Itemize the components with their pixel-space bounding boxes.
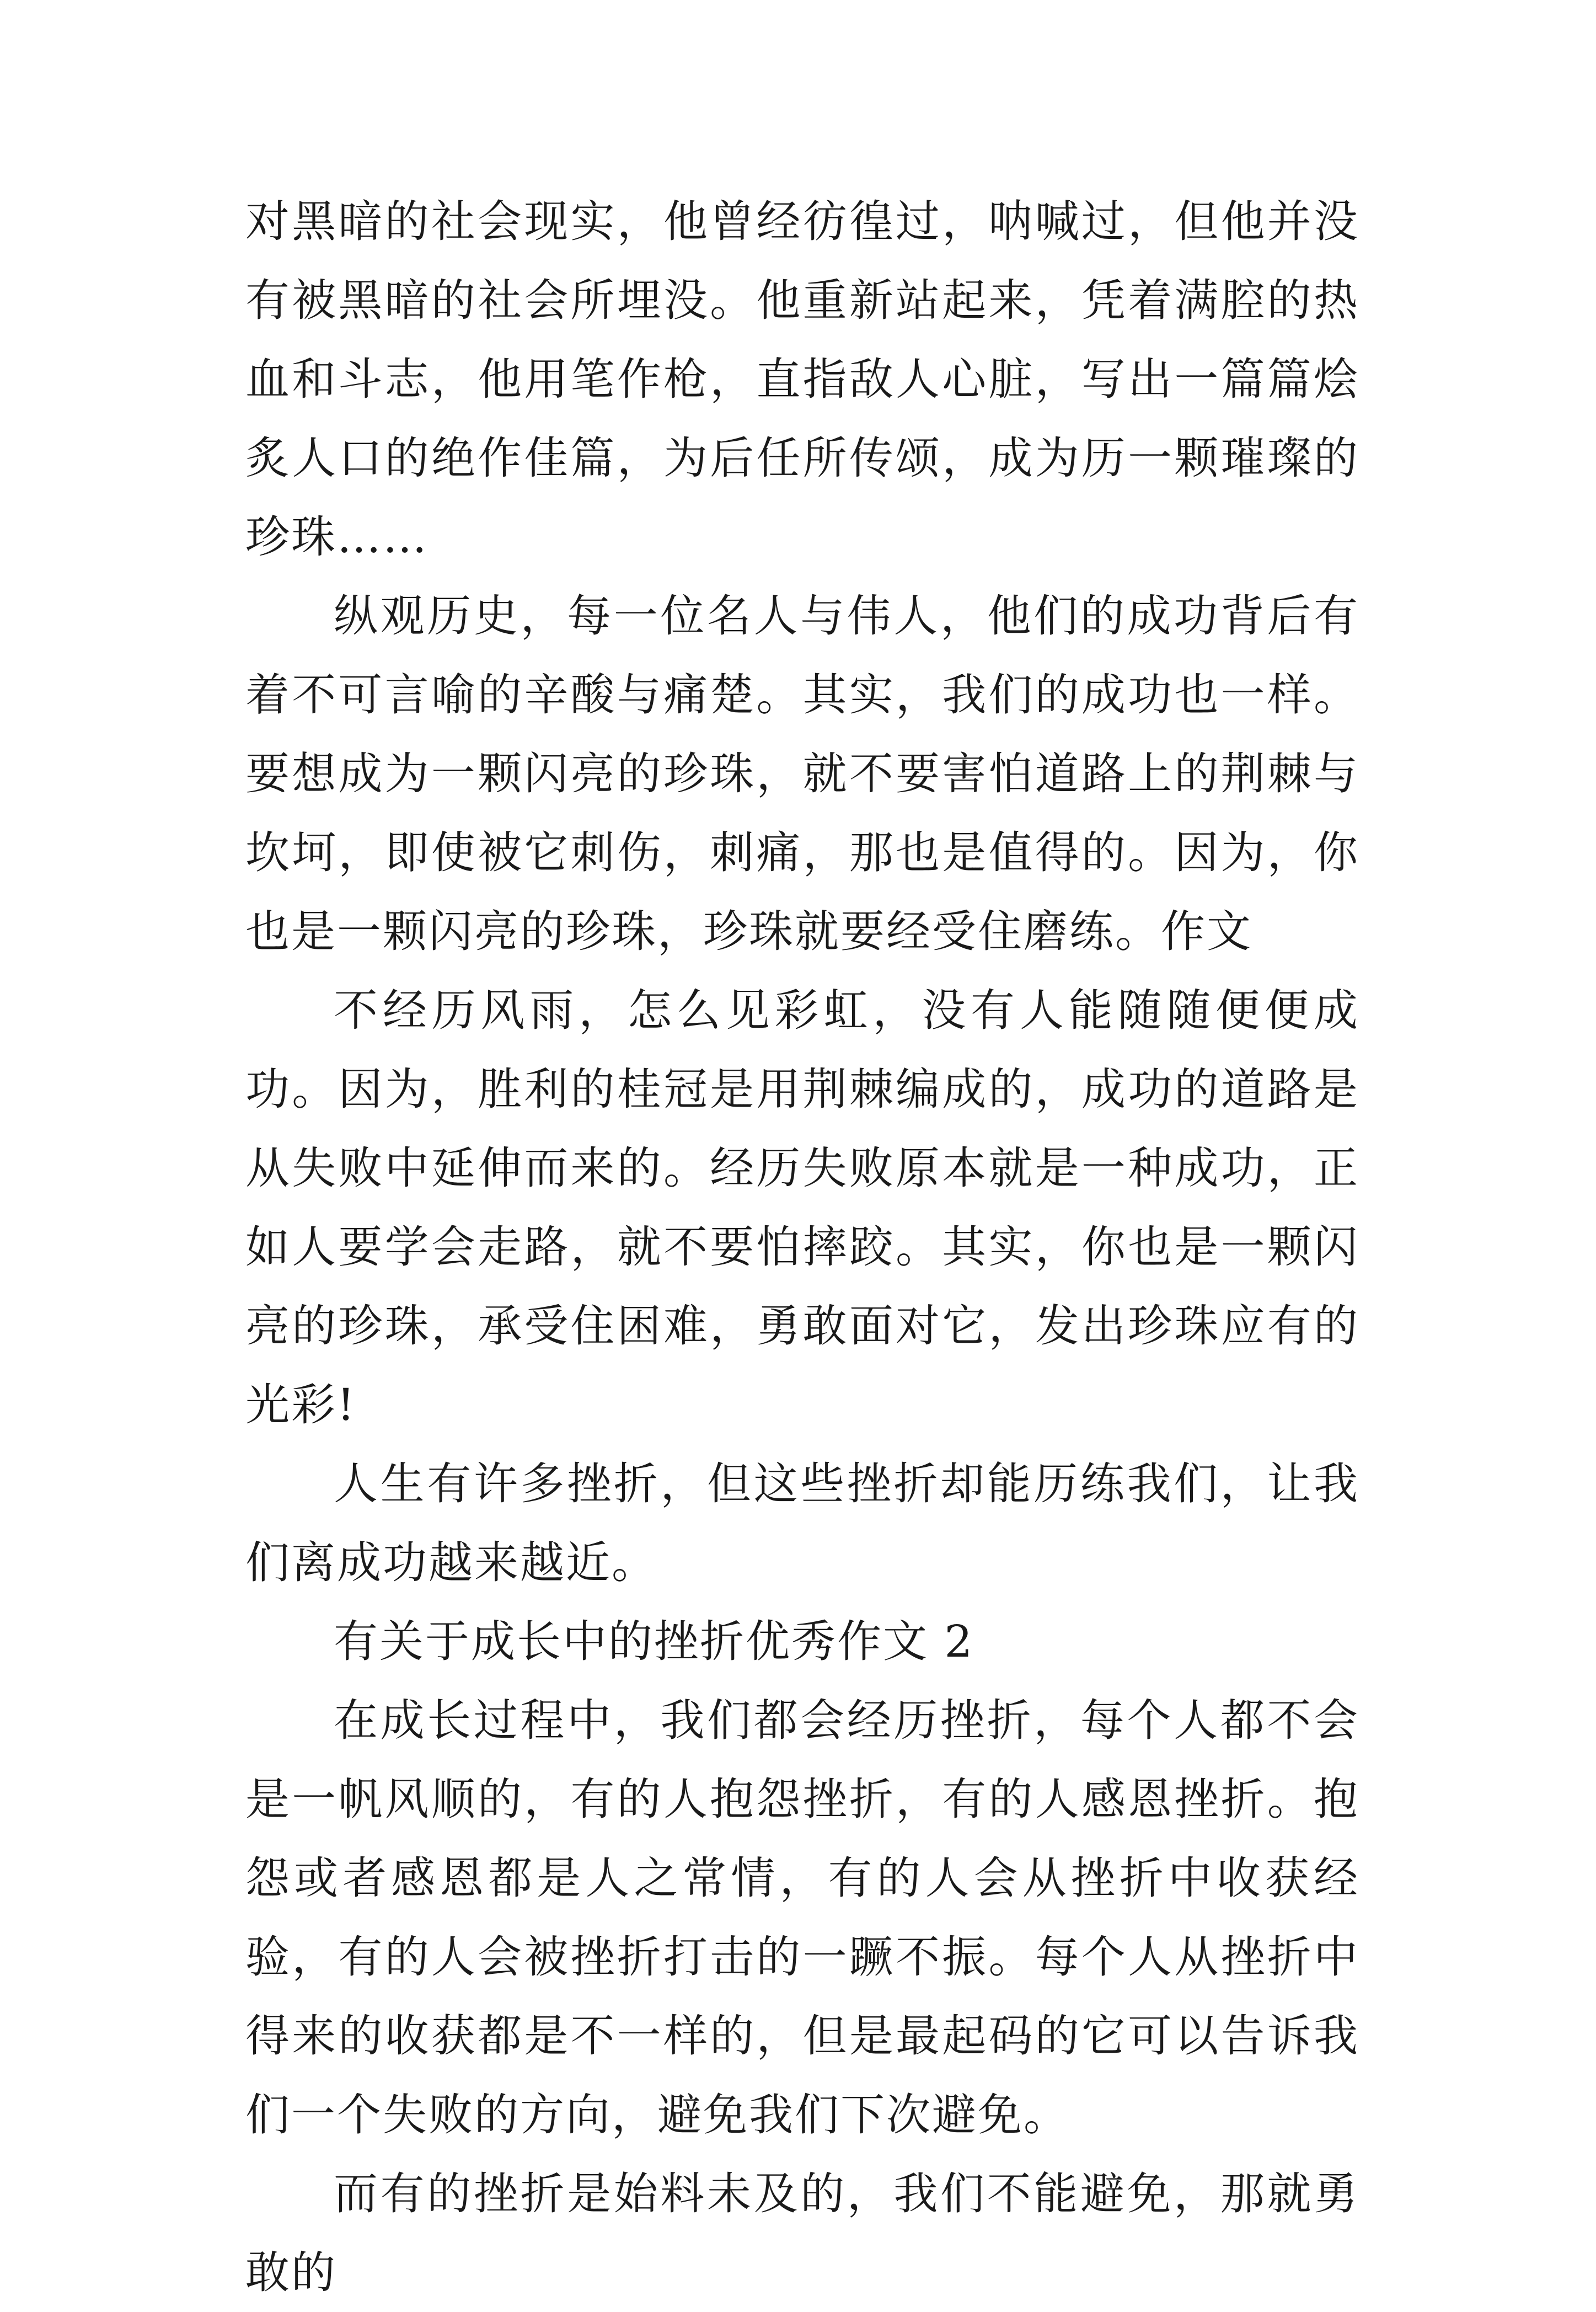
- section-heading: 有关于成长中的挫折优秀作文 2: [334, 1616, 974, 1667]
- paragraph: 不经历风雨，怎么见彩虹，没有人能随随便便成功。因为，胜利的桂冠是用荆棘编成的，成功的道路是从失败中延伸而来的。经历失败原本就是一种成功，正如人要学会走路，就不要怕摔跤。其实，你也是一颗闪亮的珍珠，承受住困难，勇敢面对它，发出珍珠应有的光彩!: [245, 985, 1359, 1430]
- paragraph-continuation: 对黑暗的社会现实，他曾经彷徨过，呐喊过，但他并没有被黑暗的社会所埋没。他重新站起来，凭着满腔的热血和斗志，他用笔作枪，直指敌人心脏，写出一篇篇烩炙人口的绝作佳篇，为后任所传颂，成为历一颗璀璨的珍珠……: [245, 196, 1359, 563]
- document-body: [245, 182, 1359, 2312]
- paragraph: 在成长过程中，我们都会经历挫折，每个人都不会是一帆风顺的，有的人抱怨挫折，有的人感恩挫折。抱怨或者感恩都是人之常情，有的人会从挫折中收获经验，有的人会被挫折打击的一蹶不振。每个人从挫折中得来的收获都是不一样的，但是最起码的它可以告诉我们一个失败的方向，避免我们下次避免。: [245, 1695, 1359, 2140]
- paragraph: 人生有许多挫折，但这些挫折却能历练我们，让我们离成功越来越近。: [245, 1458, 1359, 1588]
- paragraph: 纵观历史，每一位名人与伟人，他们的成功背后有着不可言喻的辛酸与痛楚。其实，我们的成功也一样。要想成为一颗闪亮的珍珠，就不要害怕道路上的荆棘与坎坷，即使被它刺伤，刺痛，那也是值得的。因为，你也是一颗闪亮的珍珠，珍珠就要经受住磨练。作文: [245, 590, 1359, 957]
- paragraph: 而有的挫折是始料未及的，我们不能避免，那就勇敢的: [245, 2168, 1359, 2298]
